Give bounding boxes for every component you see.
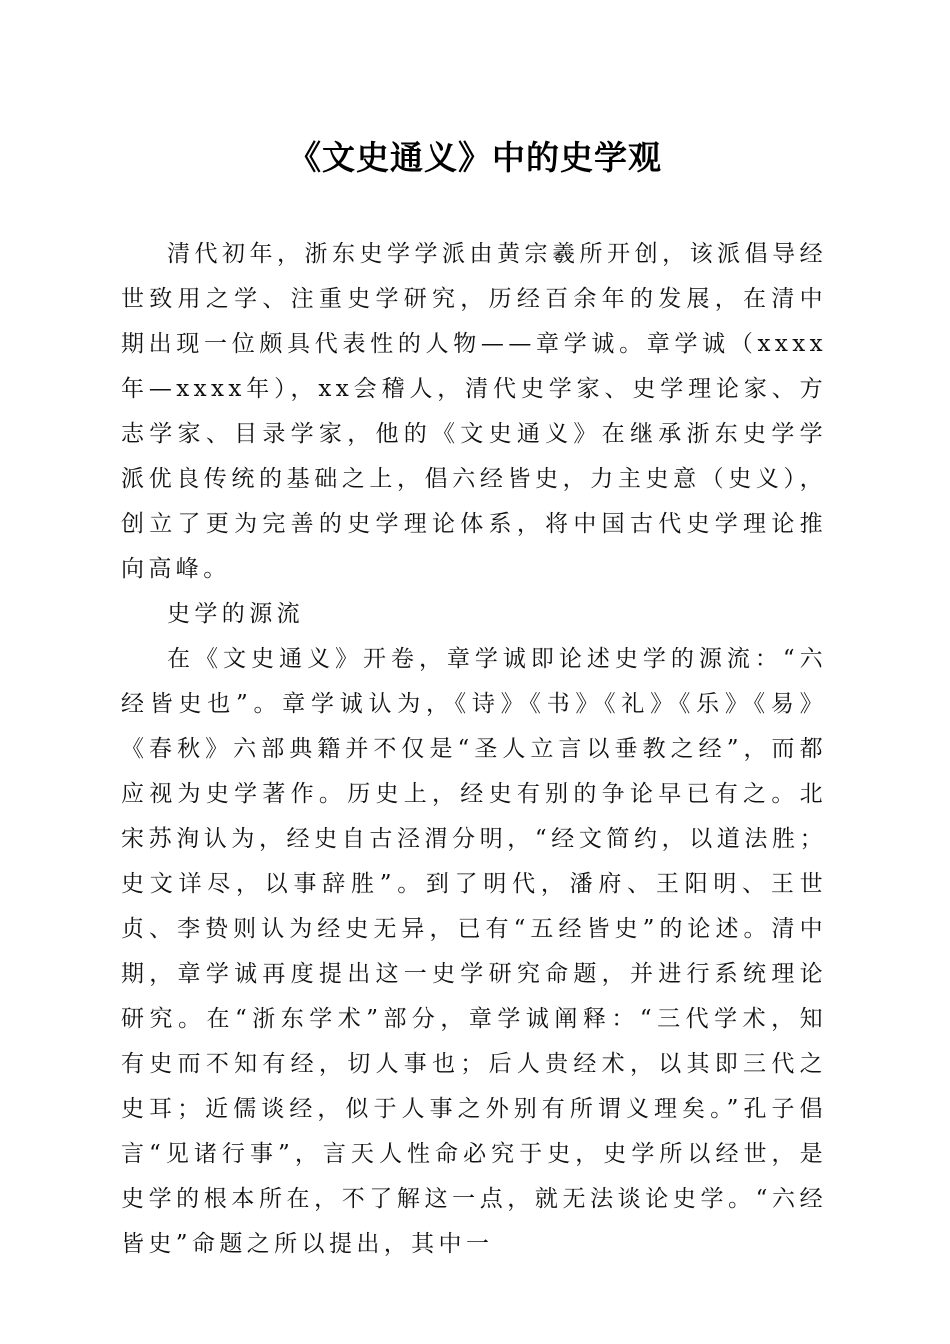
paragraph-intro: 清代初年，浙东史学学派由黄宗羲所开创，该派倡导经世致用之学、注重史学研究，历经百余年的发展，在清中期出现一位颇具代表性的人物——章学诚。章学诚（xxxx年—xxxx年），xx会稽人，清代史学家、史学理论家、方志学家、目录学家，他的《文史通义》在继承浙东史学学派优良传统的基础之上，倡六经皆史，力主史意（史义），创立了更为完善的史学理论体系，将中国古代史学理论推向高峰。 (121, 241, 827, 582)
paragraph-origins: 在《文史通义》开卷，章学诚即论述史学的源流：“六经皆史也”。章学诚认为，《诗》《书》《礼》《乐》《易》《春秋》六部典籍并不仅是“圣人立言以垂教之经”，而都应视为史学著作。历史上，经史有别的争论早已有之。北宋苏洵认为，经史自古泾渭分明，“经文简约，以道法胜；史文详尽，以事辞胜”。到了明代，潘府、王阳明、王世贞、李贽则认为经史无异，已有“五经皆史”的论述。清中期，章学诚再度提出这一史学研究命题，并进行系统理论研究。在“浙东学术”部分，章学诚阐释：“三代学术，知有史而不知有经，切人事也；后人贵经术，以其即三代之史耳；近儒谈经，似于人事之外别有所谓义理矣。”孔子倡言“见诸行事”，言天人性命必究于史，史学所以经世，是史学的根本所在，不了解这一点，就无法谈论史学。“六经皆史”命题之所以提出，其中一 (121, 646, 827, 1257)
section-heading: 史学的源流 (167, 601, 304, 627)
document-body (121, 232, 827, 1267)
document-title: 《文史通义》中的史学观 (288, 138, 662, 177)
